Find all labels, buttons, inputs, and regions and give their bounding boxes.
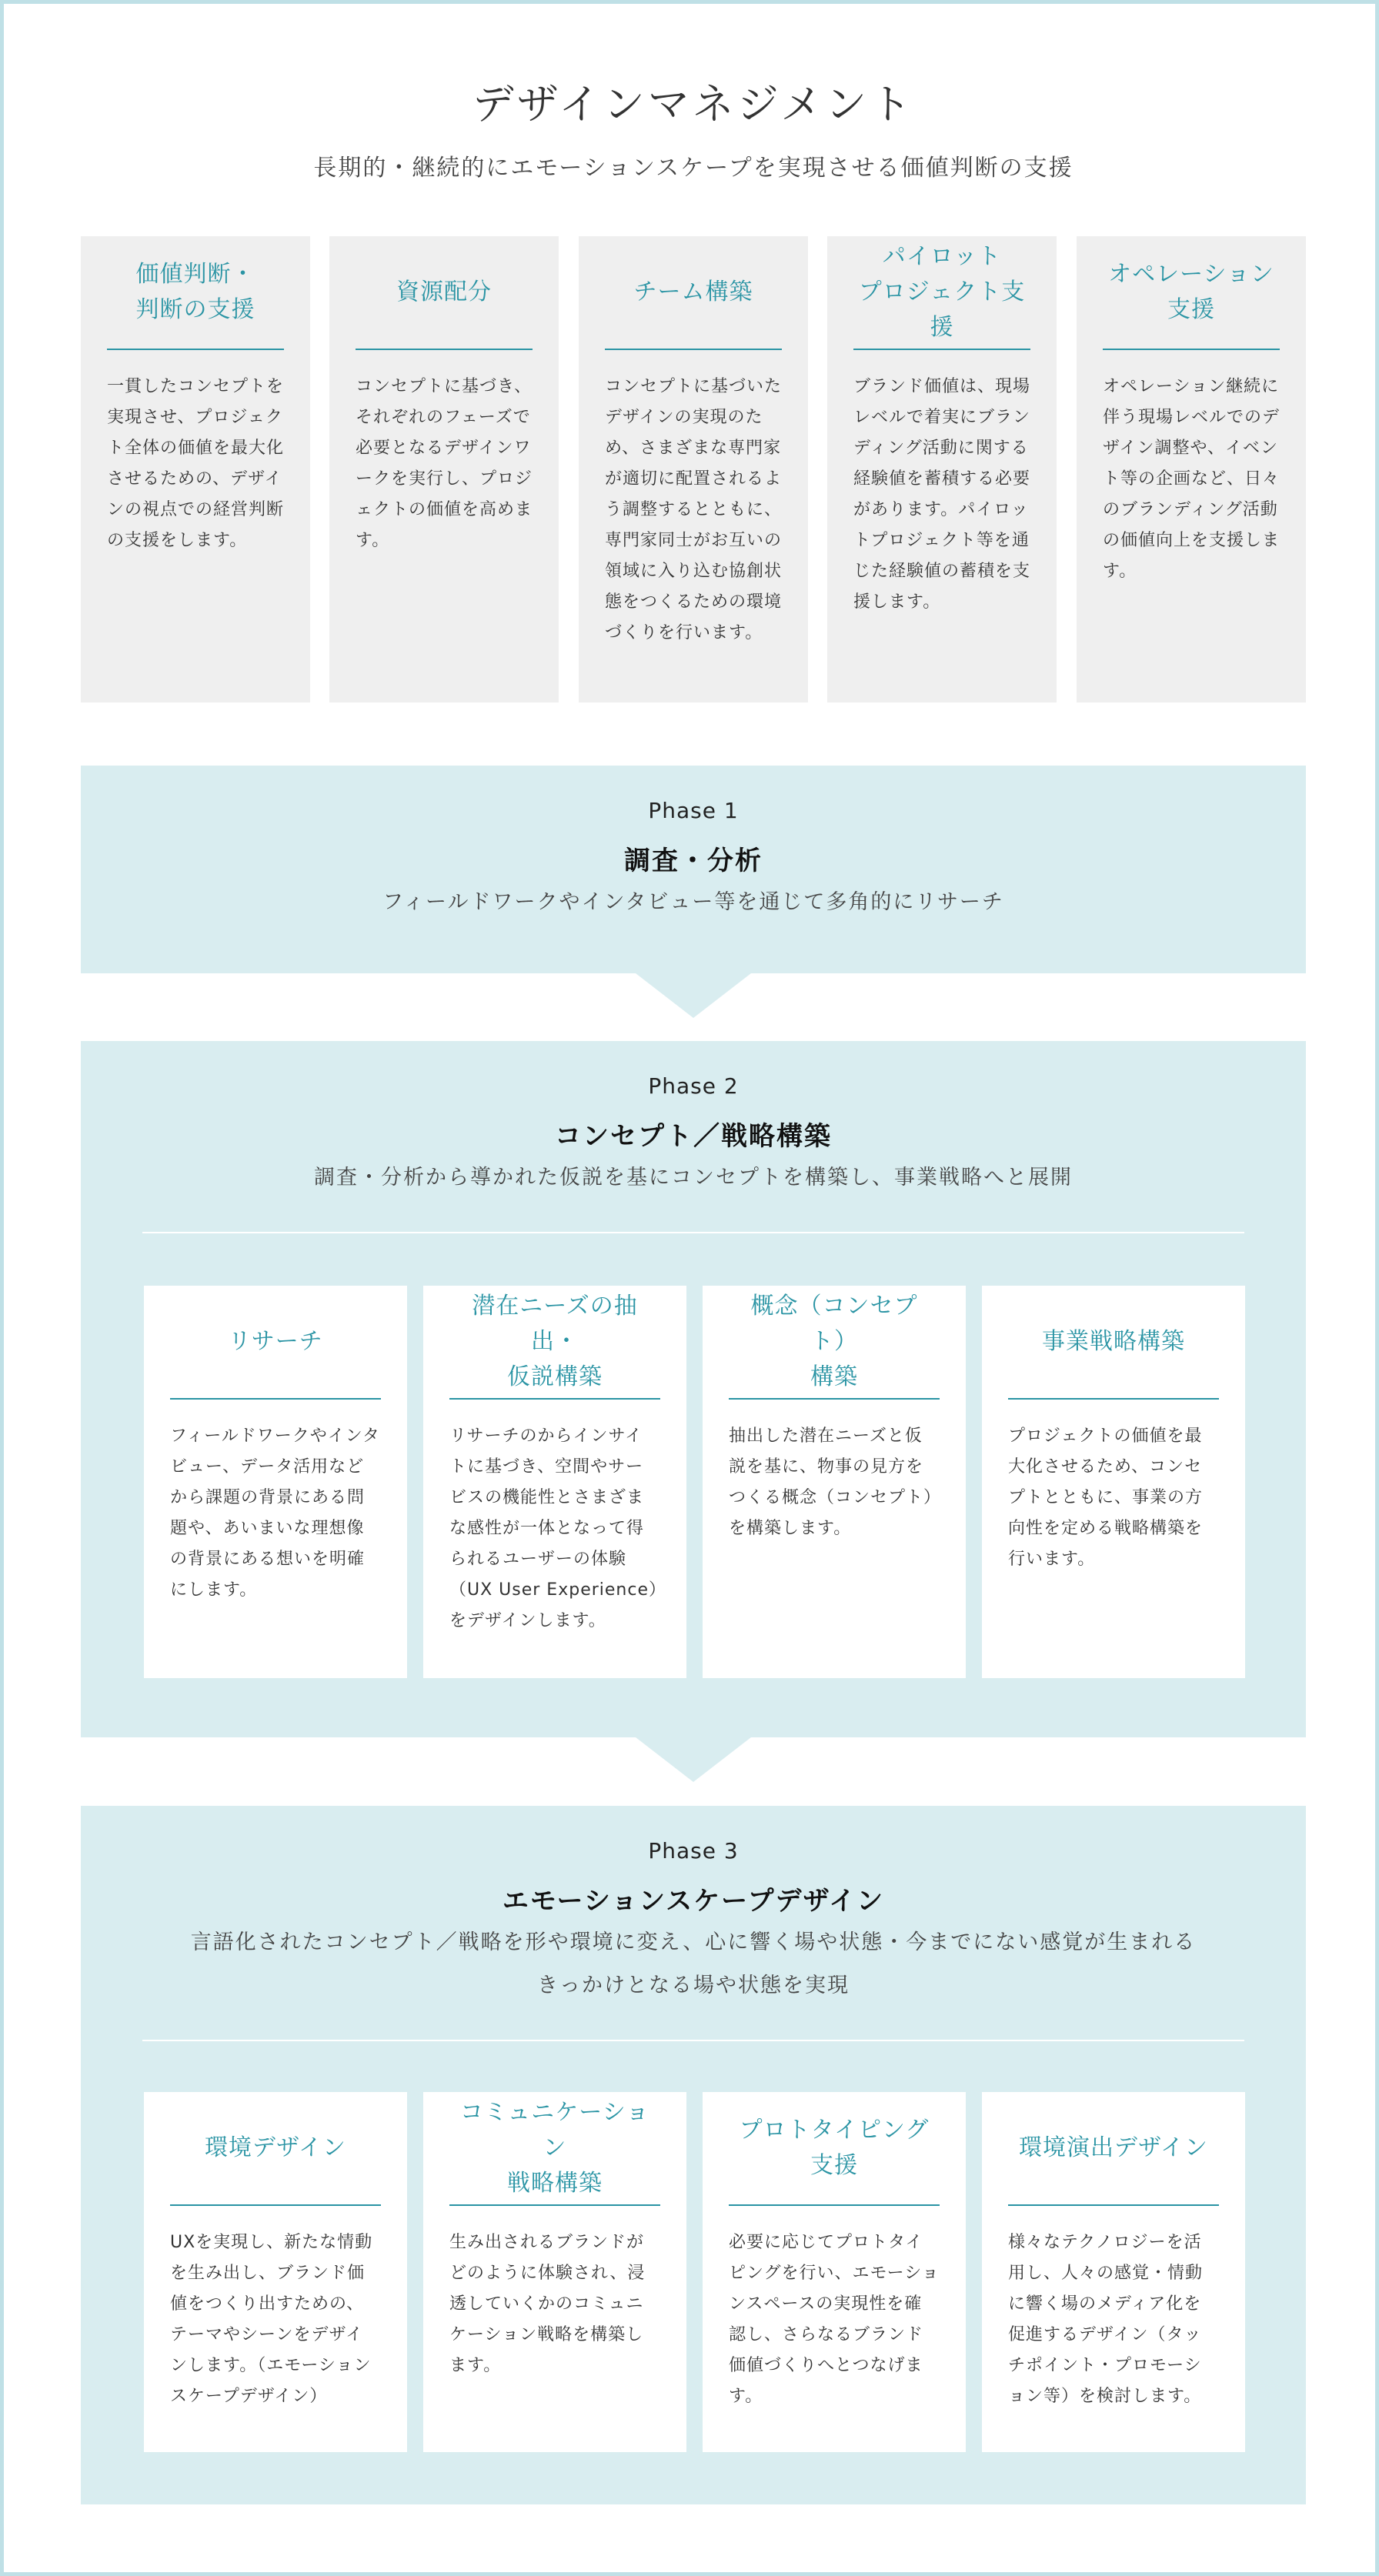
phase-card [703,1286,966,1678]
phase-description: きっかけとなる場や状態を実現 [537,1974,850,1997]
phase-card-text: 様々なテクノロジーを活用し、人々の感覚・情動に響く場のメディア化を促進するデザイン（タッチポイント・プロモーション等）を検討します。 [1008,2233,1204,2406]
phase-description: 調査・分析から導かれた仮説を基にコンセプトを構築し、事業戦略へと展開 [314,1166,1073,1190]
phase-number: Phase 3 [648,1838,739,1864]
phase-card-text: プロジェクトの価値を最大化させるため、コンセプトとともに、事業の方向性を定める戦略構築を行います。 [1008,1426,1204,1569]
phase-number: Phase 1 [648,798,739,823]
phase-arrow [636,973,751,1018]
support-card-title: オペレーション 支援 [1103,236,1280,350]
phase-card-text: フィールドワークやインタビュー、データ活用などから課題の背景にある問題や、あいまいな理想像の背景にある想いを明確にします。 [170,1426,380,1600]
phase-card [144,1286,407,1678]
phase-number: Phase 2 [648,1073,739,1099]
phase-card [982,2092,1245,2452]
phase-divider [142,1232,1244,1233]
support-card-title: パイロット プロジェクト支援 [853,236,1030,350]
support-card-text: オペレーション継続に伴う現場レベルでのデザイン調整や、イベント等の企画など、日々のブランディング活動の価値向上を支援します。 [1103,377,1280,581]
support-cards [81,236,1306,702]
phase-description: 言語化されたコンセプト／戦略を形や環境に変え、心に響く場や状態・今までにない感覚が生まれる [190,1930,1197,1954]
support-card [81,236,310,702]
page-subtitle: 長期的・継続的にエモーションスケープを実現させる価値判断の支援 [313,155,1073,182]
phase-card-title: コミュニケーション 戦略構築 [449,2092,660,2206]
phase-card-text: 抽出した潜在ニーズと仮説を基に、物事の見方をつくる概念（コンセプト）を構築します。 [729,1426,933,1538]
support-card-text: コンセプトに基づいたデザインの実現のため、さまざまな専門家が適切に配置されるよう調整するとともに、専門家同士がお互いの領域に入り込む協創状態をつくるための環境づくりを行います。 [605,377,783,642]
support-card-title: チーム構築 [605,236,782,350]
support-card [579,236,808,702]
phase-card [423,2092,686,2452]
phase-name: エモーションスケープデザイン [502,1886,885,1917]
support-card [827,236,1057,702]
phase-card-text: UXを実現し、新たな情動を生み出し、ブランド価値をつくり出すための、テーマやシーンをデザインします。（エモーションスケープデザイン） [170,2233,373,2406]
support-card-text: コンセプトに基づき、それぞれのフェーズで必要となるデザインワークを実行し、プロジェクトの価値を高めます。 [356,377,533,550]
phase-card-title: 潜在ニーズの抽出・ 仮説構築 [449,1286,660,1400]
phase-name: 調査・分析 [624,846,763,876]
phase-card-title: 概念（コンセプト） 構築 [729,1286,940,1400]
support-card-title: 資源配分 [356,236,533,350]
phase-card [423,1286,686,1678]
phase-card [703,2092,966,2452]
support-card-text: 一貫したコンセプトを実現させ、プロジェクト全体の価値を最大化させるための、デザインの視点での経営判断の支援をします。 [107,377,285,550]
phase-1-panel [81,766,1306,973]
phase-card [144,2092,407,2452]
page-title: デザインマネジメント [472,80,915,128]
phase-card-title: リサーチ [170,1286,381,1400]
phase-card-title: 環境デザイン [170,2092,381,2206]
phase-card-title: 事業戦略構築 [1008,1286,1219,1400]
phase-name: コンセプト／戦略構築 [555,1121,832,1152]
phase-card-title: プロトタイピング 支援 [729,2092,940,2206]
support-card [1077,236,1306,702]
support-card [329,236,559,702]
phase-2-panel [81,1041,1306,1737]
phase-card-text: リサーチのからインサイトに基づき、空間やサービスの機能性とさまざまな感性が一体となって得られるユーザーの体験（UX User Experience）をデザインします。 [449,1426,658,1630]
phase-card [982,1286,1245,1678]
phase-card-title: 環境演出デザイン [1008,2092,1219,2206]
phase-card-text: 生み出されるブランドがどのように体験され、浸透していくかのコミュニケーション戦略を構築します。 [449,2233,646,2375]
phase-description: フィールドワークやインタビュー等を通じて多角的にリサーチ [382,890,1004,914]
support-card-text: ブランド価値は、現場レベルで着実にブランディング活動に関する経験値を蓄積する必要があります。パイロットプロジェクト等を通じた経験値の蓄積を支援します。 [853,377,1031,612]
phase-arrow [636,1737,751,1782]
phase-card-text: 必要に応じてプロトタイピングを行い、エモーションスペースの実現性を確認し、さらなるブランド価値づくりへとつなげます。 [729,2233,940,2406]
phase-3-panel [81,1806,1306,2504]
phase-divider [142,2040,1244,2041]
support-card-title: 価値判断・ 判断の支援 [107,236,284,350]
